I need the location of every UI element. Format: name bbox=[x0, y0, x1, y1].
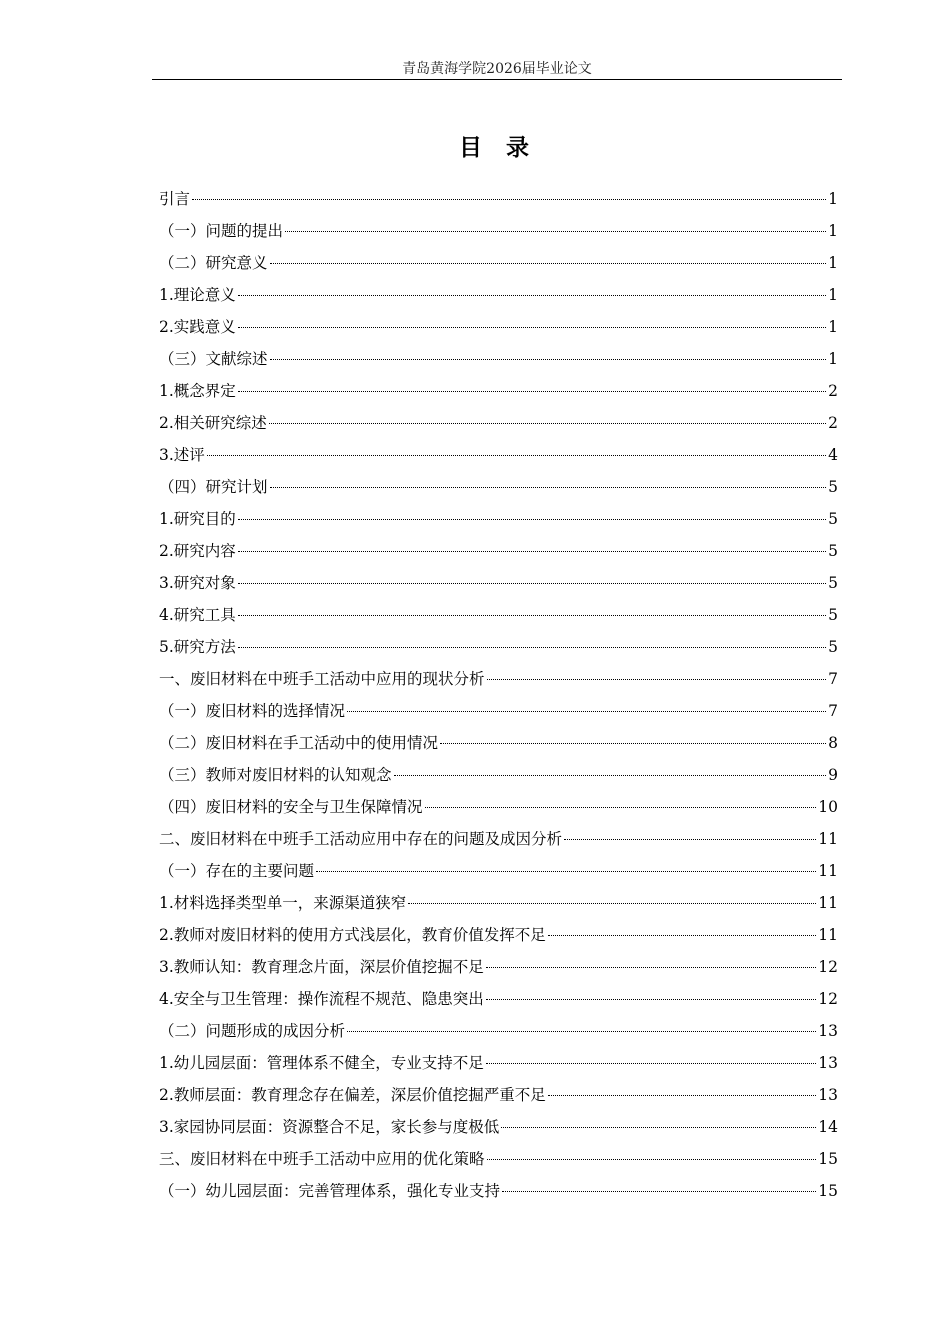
toc-entry-page: 1 bbox=[828, 350, 838, 368]
toc-dot-leader bbox=[486, 1063, 816, 1064]
toc-entry-label: 3.述评 bbox=[159, 446, 205, 464]
toc-entry-label: （一）废旧材料的选择情况 bbox=[159, 702, 346, 720]
toc-list bbox=[159, 183, 838, 1207]
toc-dot-leader bbox=[238, 647, 826, 648]
toc-entry[interactable] bbox=[159, 1143, 838, 1175]
toc-entry-label: 4.安全与卫生管理：操作流程不规范、隐患突出 bbox=[159, 990, 484, 1008]
toc-entry-label: （二）研究意义 bbox=[159, 254, 268, 272]
toc-dot-leader bbox=[440, 743, 826, 744]
toc-entry-page: 1 bbox=[828, 190, 838, 208]
toc-dot-leader bbox=[238, 615, 826, 616]
toc-entry-page: 2 bbox=[828, 382, 838, 400]
toc-dot-leader bbox=[548, 1095, 816, 1096]
toc-entry-label: 4.研究工具 bbox=[159, 606, 236, 624]
toc-entry[interactable] bbox=[159, 855, 838, 887]
toc-entry-label: 2.实践意义 bbox=[159, 318, 236, 336]
toc-entry-page: 5 bbox=[828, 574, 838, 592]
toc-entry-label: （四）研究计划 bbox=[159, 478, 268, 496]
toc-entry-page: 5 bbox=[828, 638, 838, 656]
toc-dot-leader bbox=[285, 231, 826, 232]
toc-entry-page: 13 bbox=[818, 1054, 838, 1072]
toc-entry-label: 2.教师对废旧材料的使用方式浅层化，教育价值发挥不足 bbox=[159, 926, 546, 944]
toc-dot-leader bbox=[238, 551, 826, 552]
toc-entry[interactable] bbox=[159, 727, 838, 759]
toc-entry-page: 10 bbox=[818, 798, 838, 816]
toc-entry[interactable] bbox=[159, 919, 838, 951]
toc-dot-leader bbox=[207, 455, 826, 456]
toc-entry[interactable] bbox=[159, 535, 838, 567]
toc-dot-leader bbox=[238, 295, 826, 296]
toc-entry-page: 5 bbox=[828, 606, 838, 624]
toc-entry-page: 5 bbox=[828, 478, 838, 496]
toc-entry-label: 2.教师层面：教育理念存在偏差，深层价值挖掘严重不足 bbox=[159, 1086, 546, 1104]
toc-entry[interactable] bbox=[159, 279, 838, 311]
toc-entry[interactable] bbox=[159, 791, 838, 823]
toc-entry-page: 1 bbox=[828, 318, 838, 336]
toc-entry-label: （一）幼儿园层面：完善管理体系，强化专业支持 bbox=[159, 1182, 501, 1200]
toc-entry-page: 15 bbox=[818, 1150, 838, 1168]
toc-dot-leader bbox=[487, 679, 827, 680]
toc-entry[interactable] bbox=[159, 823, 838, 855]
toc-entry-label: 一、废旧材料在中班手工活动中应用的现状分析 bbox=[159, 670, 485, 688]
toc-dot-leader bbox=[238, 391, 826, 392]
toc-entry-page: 5 bbox=[828, 510, 838, 528]
toc-entry[interactable] bbox=[159, 1079, 838, 1111]
toc-entry[interactable] bbox=[159, 983, 838, 1015]
toc-dot-leader bbox=[425, 807, 817, 808]
toc-entry-label: （一）问题的提出 bbox=[159, 222, 284, 240]
toc-entry[interactable] bbox=[159, 951, 838, 983]
toc-entry[interactable] bbox=[159, 343, 838, 375]
toc-entry-label: 5.研究方法 bbox=[159, 638, 236, 656]
toc-entry-label: 3.教师认知：教育理念片面，深层价值挖掘不足 bbox=[159, 958, 484, 976]
toc-entry-page: 13 bbox=[818, 1022, 838, 1040]
toc-dot-leader bbox=[548, 935, 816, 936]
toc-entry[interactable] bbox=[159, 311, 838, 343]
toc-entry[interactable] bbox=[159, 1015, 838, 1047]
toc-entry[interactable] bbox=[159, 247, 838, 279]
toc-entry-label: 1.理论意义 bbox=[159, 286, 236, 304]
toc-dot-leader bbox=[316, 871, 816, 872]
toc-entry-label: （一）存在的主要问题 bbox=[159, 862, 315, 880]
toc-entry-label: 3.家园协同层面：资源整合不足，家长参与度极低 bbox=[159, 1118, 500, 1136]
toc-entry-page: 11 bbox=[818, 830, 838, 848]
toc-entry-label: （三）文献综述 bbox=[159, 350, 268, 368]
toc-entry[interactable] bbox=[159, 759, 838, 791]
toc-dot-leader bbox=[408, 903, 816, 904]
toc-entry-page: 11 bbox=[818, 894, 838, 912]
toc-dot-leader bbox=[486, 967, 816, 968]
toc-entry-label: 3.研究对象 bbox=[159, 574, 236, 592]
toc-entry-label: 1.幼儿园层面：管理体系不健全，专业支持不足 bbox=[159, 1054, 484, 1072]
toc-entry-page: 4 bbox=[828, 446, 838, 464]
toc-dot-leader bbox=[347, 711, 826, 712]
toc-entry[interactable] bbox=[159, 1111, 838, 1143]
toc-dot-leader bbox=[270, 263, 827, 264]
toc-entry[interactable] bbox=[159, 183, 838, 215]
toc-entry[interactable] bbox=[159, 567, 838, 599]
toc-entry[interactable] bbox=[159, 1175, 838, 1207]
toc-entry-page: 8 bbox=[828, 734, 838, 752]
toc-dot-leader bbox=[269, 423, 826, 424]
toc-dot-leader bbox=[347, 1031, 816, 1032]
toc-entry-page: 9 bbox=[828, 766, 838, 784]
toc-entry[interactable] bbox=[159, 887, 838, 919]
toc-dot-leader bbox=[501, 1127, 816, 1128]
toc-dot-leader bbox=[238, 583, 826, 584]
toc-entry[interactable] bbox=[159, 407, 838, 439]
toc-entry-label: （二）废旧材料在手工活动中的使用情况 bbox=[159, 734, 439, 752]
toc-entry-page: 11 bbox=[818, 926, 838, 944]
toc-dot-leader bbox=[486, 999, 816, 1000]
toc-entry-page: 12 bbox=[818, 990, 838, 1008]
toc-entry[interactable] bbox=[159, 599, 838, 631]
toc-entry-label: 2.相关研究综述 bbox=[159, 414, 267, 432]
toc-entry-page: 7 bbox=[828, 670, 838, 688]
running-header: 青岛黄海学院2026届毕业论文 bbox=[402, 61, 592, 77]
toc-dot-leader bbox=[564, 839, 816, 840]
toc-entry[interactable] bbox=[159, 1047, 838, 1079]
toc-entry-label: 2.研究内容 bbox=[159, 542, 236, 560]
toc-entry-page: 13 bbox=[818, 1086, 838, 1104]
toc-entry[interactable] bbox=[159, 503, 838, 535]
toc-entry-page: 11 bbox=[818, 862, 838, 880]
toc-entry-label: （三）教师对废旧材料的认知观念 bbox=[159, 766, 392, 784]
toc-entry-label: 引言 bbox=[159, 190, 191, 208]
toc-entry[interactable] bbox=[159, 439, 838, 471]
toc-entry-page: 1 bbox=[828, 222, 838, 240]
toc-dot-leader bbox=[238, 519, 826, 520]
toc-entry[interactable] bbox=[159, 695, 838, 727]
toc-entry-label: 1.材料选择类型单一，来源渠道狭窄 bbox=[159, 894, 407, 912]
toc-entry-label: 1.研究目的 bbox=[159, 510, 236, 528]
toc-dot-leader bbox=[192, 199, 826, 200]
toc-dot-leader bbox=[270, 487, 827, 488]
toc-entry-page: 7 bbox=[828, 702, 838, 720]
toc-dot-leader bbox=[502, 1191, 816, 1192]
toc-entry-page: 5 bbox=[828, 542, 838, 560]
header-rule bbox=[152, 79, 842, 80]
toc-dot-leader bbox=[270, 359, 827, 360]
toc-dot-leader bbox=[238, 327, 826, 328]
toc-entry-page: 1 bbox=[828, 254, 838, 272]
toc-entry-page: 2 bbox=[828, 414, 838, 432]
toc-dot-leader bbox=[487, 1159, 817, 1160]
toc-entry-label: （四）废旧材料的安全与卫生保障情况 bbox=[159, 798, 423, 816]
toc-entry-label: 1.概念界定 bbox=[159, 382, 236, 400]
toc-title: 目 录 bbox=[458, 135, 537, 161]
toc-entry[interactable] bbox=[159, 663, 838, 695]
toc-entry-page: 15 bbox=[818, 1182, 838, 1200]
toc-entry-page: 12 bbox=[818, 958, 838, 976]
toc-entry[interactable] bbox=[159, 375, 838, 407]
toc-entry-page: 14 bbox=[818, 1118, 838, 1136]
toc-entry-label: 三、废旧材料在中班手工活动中应用的优化策略 bbox=[159, 1150, 485, 1168]
toc-entry-label: 二、废旧材料在中班手工活动应用中存在的问题及成因分析 bbox=[159, 830, 563, 848]
toc-entry[interactable] bbox=[159, 631, 838, 663]
toc-dot-leader bbox=[394, 775, 827, 776]
toc-entry[interactable] bbox=[159, 471, 838, 503]
toc-entry[interactable] bbox=[159, 215, 838, 247]
toc-entry-label: （二）问题形成的成因分析 bbox=[159, 1022, 346, 1040]
toc-entry-page: 1 bbox=[828, 286, 838, 304]
